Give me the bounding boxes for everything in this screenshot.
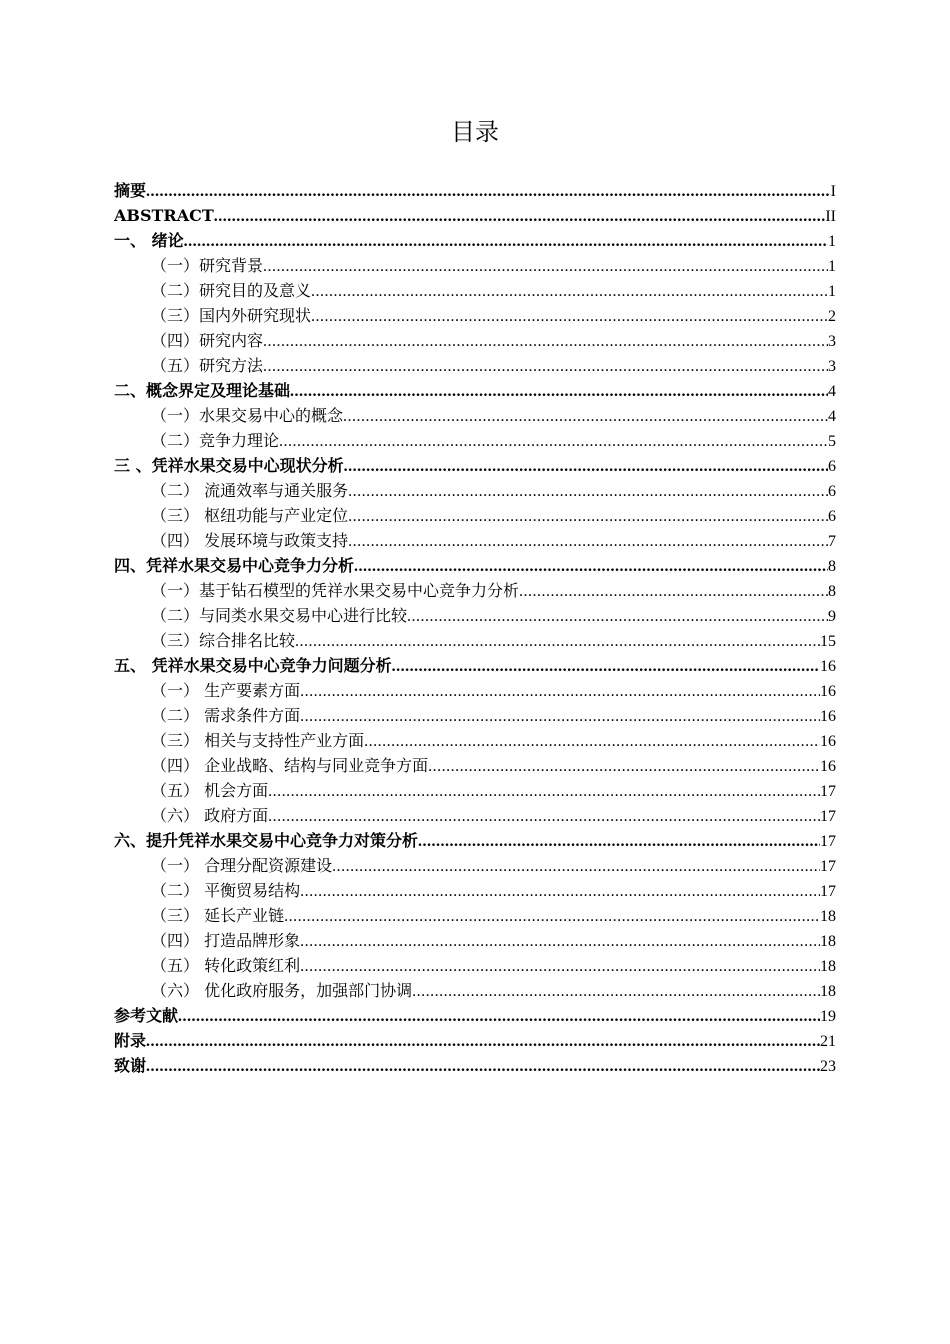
toc-page-number: 16: [820, 733, 836, 750]
toc-page-number: 16: [820, 658, 836, 675]
toc-dot-leader: [268, 804, 820, 828]
toc-dot-leader: [178, 1004, 820, 1028]
toc-dot-leader: [284, 904, 820, 928]
toc-chapter-entry[interactable]: [114, 1053, 836, 1078]
toc-page-number: 8: [828, 558, 836, 575]
toc-page-number: 1: [828, 283, 836, 300]
toc-section-entry[interactable]: [114, 678, 836, 703]
toc-page-number: 9: [828, 608, 836, 625]
toc-chapter-entry[interactable]: [114, 1028, 836, 1053]
toc-page-number: 6: [828, 508, 836, 525]
toc-dot-leader: [263, 254, 828, 278]
toc-entry-title: 附录: [114, 1031, 147, 1050]
toc-entry-title: 参考文献: [114, 1006, 179, 1025]
toc-chapter-entry[interactable]: [114, 378, 836, 403]
toc-dot-leader: [300, 879, 820, 903]
toc-page-number: II: [825, 208, 836, 225]
toc-page-number: 18: [820, 933, 836, 950]
toc-dot-leader: [392, 654, 820, 678]
toc-chapter-entry[interactable]: [114, 178, 836, 203]
toc-dot-leader: [348, 529, 828, 553]
toc-page-number: 1: [828, 233, 836, 250]
toc-section-entry[interactable]: [114, 953, 836, 978]
toc-dot-leader: [214, 204, 826, 228]
toc-page-number: 17: [820, 858, 836, 875]
toc-chapter-entry[interactable]: [114, 228, 836, 253]
toc-entry-title: ABSTRACT: [114, 206, 214, 225]
toc-entry-title: （三）国内外研究现状: [151, 306, 312, 325]
toc-page-number: 17: [820, 883, 836, 900]
toc-entry-title: （六） 政府方面: [151, 806, 269, 825]
toc-entry-title: 四、凭祥水果交易中心竞争力分析: [114, 556, 355, 575]
toc-chapter-entry[interactable]: [114, 453, 836, 478]
toc-dot-leader: [343, 404, 828, 428]
toc-dot-leader: [146, 1029, 820, 1053]
toc-entry-title: （二）竞争力理论: [151, 431, 280, 450]
toc-entry-title: （六） 优化政府服务，加强部门协调: [151, 981, 413, 1000]
page-title: 目录: [451, 118, 499, 146]
toc-chapter-entry[interactable]: [114, 1003, 836, 1028]
toc-entry-title: （四）研究内容: [151, 331, 264, 350]
toc-dot-leader: [263, 329, 828, 353]
toc-entry-title: （一） 合理分配资源建设: [151, 856, 333, 875]
toc-page-number: 16: [820, 683, 836, 700]
toc-entry-title: （一）研究背景: [151, 256, 264, 275]
toc-section-entry[interactable]: [114, 803, 836, 828]
toc-dot-leader: [311, 304, 828, 328]
toc-dot-leader: [300, 954, 820, 978]
toc-entry-title: （三） 延长产业链: [151, 906, 285, 925]
toc-entry-title: 摘要: [114, 181, 147, 200]
toc-page-number: 5: [828, 433, 836, 450]
toc-page-number: 23: [820, 1058, 836, 1075]
toc-page-number: 16: [820, 758, 836, 775]
toc-chapter-entry[interactable]: [114, 553, 836, 578]
toc-chapter-entry[interactable]: [114, 203, 836, 228]
toc-section-entry[interactable]: [114, 928, 836, 953]
toc-section-entry[interactable]: [114, 603, 836, 628]
toc-entry-title: （二） 平衡贸易结构: [151, 881, 301, 900]
toc-page-number: 18: [820, 908, 836, 925]
toc-dot-leader: [348, 504, 828, 528]
toc-section-entry[interactable]: [114, 778, 836, 803]
toc-section-entry[interactable]: [114, 728, 836, 753]
toc-page-number: 6: [828, 483, 836, 500]
toc-page-number: 3: [828, 358, 836, 375]
toc-entry-title: （五）研究方法: [151, 356, 264, 375]
toc-dot-leader: [300, 929, 820, 953]
toc-entry-title: （五） 转化政策红利: [151, 956, 301, 975]
toc-section-entry[interactable]: [114, 478, 836, 503]
toc-section-entry[interactable]: [114, 703, 836, 728]
toc-dot-leader: [418, 829, 820, 853]
toc-page-number: 18: [820, 983, 836, 1000]
toc-section-entry[interactable]: [114, 978, 836, 1003]
toc-entry-title: （二） 需求条件方面: [151, 706, 301, 725]
toc-dot-leader: [354, 554, 828, 578]
toc-chapter-entry[interactable]: [114, 653, 836, 678]
toc-entry-title: （二）与同类水果交易中心进行比较: [151, 606, 408, 625]
toc-section-entry[interactable]: [114, 528, 836, 553]
toc-section-entry[interactable]: [114, 578, 836, 603]
toc-page-number: 17: [820, 783, 836, 800]
toc-entry-title: （三） 相关与支持性产业方面: [151, 731, 365, 750]
toc-dot-leader: [412, 979, 820, 1003]
toc-entry-title: 二、概念界定及理论基础: [114, 381, 291, 400]
toc-entry-title: 五、 凭祥水果交易中心竞争力问题分析: [114, 656, 392, 675]
toc-section-entry[interactable]: [114, 353, 836, 378]
toc-dot-leader: [300, 704, 820, 728]
toc-entry-title: 一、 绪论: [114, 231, 184, 250]
toc-dot-leader: [268, 779, 820, 803]
toc-section-entry[interactable]: [114, 753, 836, 778]
toc-dot-leader: [146, 179, 831, 203]
toc-section-entry[interactable]: [114, 628, 836, 653]
toc-dot-leader: [311, 279, 828, 303]
toc-page-number: 4: [828, 408, 836, 425]
toc-dot-leader: [279, 429, 828, 453]
toc-entry-title: （四） 发展环境与政策支持: [151, 531, 349, 550]
toc-dot-leader: [519, 579, 828, 603]
toc-page-number: 18: [820, 958, 836, 975]
toc-dot-leader: [364, 729, 820, 753]
toc-entry-title: （二） 流通效率与通关服务: [151, 481, 349, 500]
toc-entry-title: （一） 生产要素方面: [151, 681, 301, 700]
toc-page-number: 19: [820, 1008, 836, 1025]
toc-dot-leader: [290, 379, 828, 403]
toc-page-number: 7: [828, 533, 836, 550]
toc-dot-leader: [348, 479, 828, 503]
toc-page-number: I: [830, 183, 836, 200]
table-of-contents: [114, 178, 836, 1078]
toc-entry-title: 致谢: [114, 1056, 147, 1075]
toc-page-number: 6: [828, 458, 836, 475]
toc-section-entry[interactable]: [114, 403, 836, 428]
toc-chapter-entry[interactable]: [114, 828, 836, 853]
toc-dot-leader: [295, 629, 820, 653]
toc-entry-title: （三） 枢纽功能与产业定位: [151, 506, 349, 525]
toc-page-number: 1: [828, 258, 836, 275]
toc-entry-title: （四） 打造品牌形象: [151, 931, 301, 950]
toc-page-number: 21: [820, 1033, 836, 1050]
toc-section-entry[interactable]: [114, 328, 836, 353]
toc-dot-leader: [263, 354, 828, 378]
toc-entry-title: （二）研究目的及意义: [151, 281, 312, 300]
toc-dot-leader: [332, 854, 820, 878]
toc-section-entry[interactable]: [114, 878, 836, 903]
toc-section-entry[interactable]: [114, 303, 836, 328]
toc-page-number: 17: [820, 808, 836, 825]
toc-dot-leader: [344, 454, 828, 478]
toc-section-entry[interactable]: [114, 503, 836, 528]
toc-entry-title: 三 、凭祥水果交易中心现状分析: [114, 456, 344, 475]
toc-dot-leader: [428, 754, 820, 778]
toc-page-number: 17: [820, 833, 836, 850]
toc-entry-title: 六、提升凭祥水果交易中心竞争力对策分析: [114, 831, 419, 850]
toc-entry-title: （四） 企业战略、结构与同业竞争方面: [151, 756, 429, 775]
toc-section-entry[interactable]: [114, 278, 836, 303]
toc-entry-title: （五） 机会方面: [151, 781, 269, 800]
toc-section-entry[interactable]: [114, 853, 836, 878]
toc-entry-title: （三）综合排名比较: [151, 631, 296, 650]
toc-page-number: 15: [820, 633, 836, 650]
toc-dot-leader: [184, 229, 828, 253]
toc-section-entry[interactable]: [114, 253, 836, 278]
toc-page-number: 16: [820, 708, 836, 725]
toc-dot-leader: [407, 604, 828, 628]
toc-page-number: 3: [828, 333, 836, 350]
toc-entry-title: （一）基于钻石模型的凭祥水果交易中心竞争力分析: [151, 581, 520, 600]
toc-page-number: 8: [828, 583, 836, 600]
toc-entry-title: （一）水果交易中心的概念: [151, 406, 344, 425]
toc-page-number: 2: [828, 308, 836, 325]
toc-dot-leader: [300, 679, 820, 703]
toc-page-number: 4: [828, 383, 836, 400]
toc-dot-leader: [146, 1054, 820, 1078]
toc-section-entry[interactable]: [114, 428, 836, 453]
toc-section-entry[interactable]: [114, 903, 836, 928]
